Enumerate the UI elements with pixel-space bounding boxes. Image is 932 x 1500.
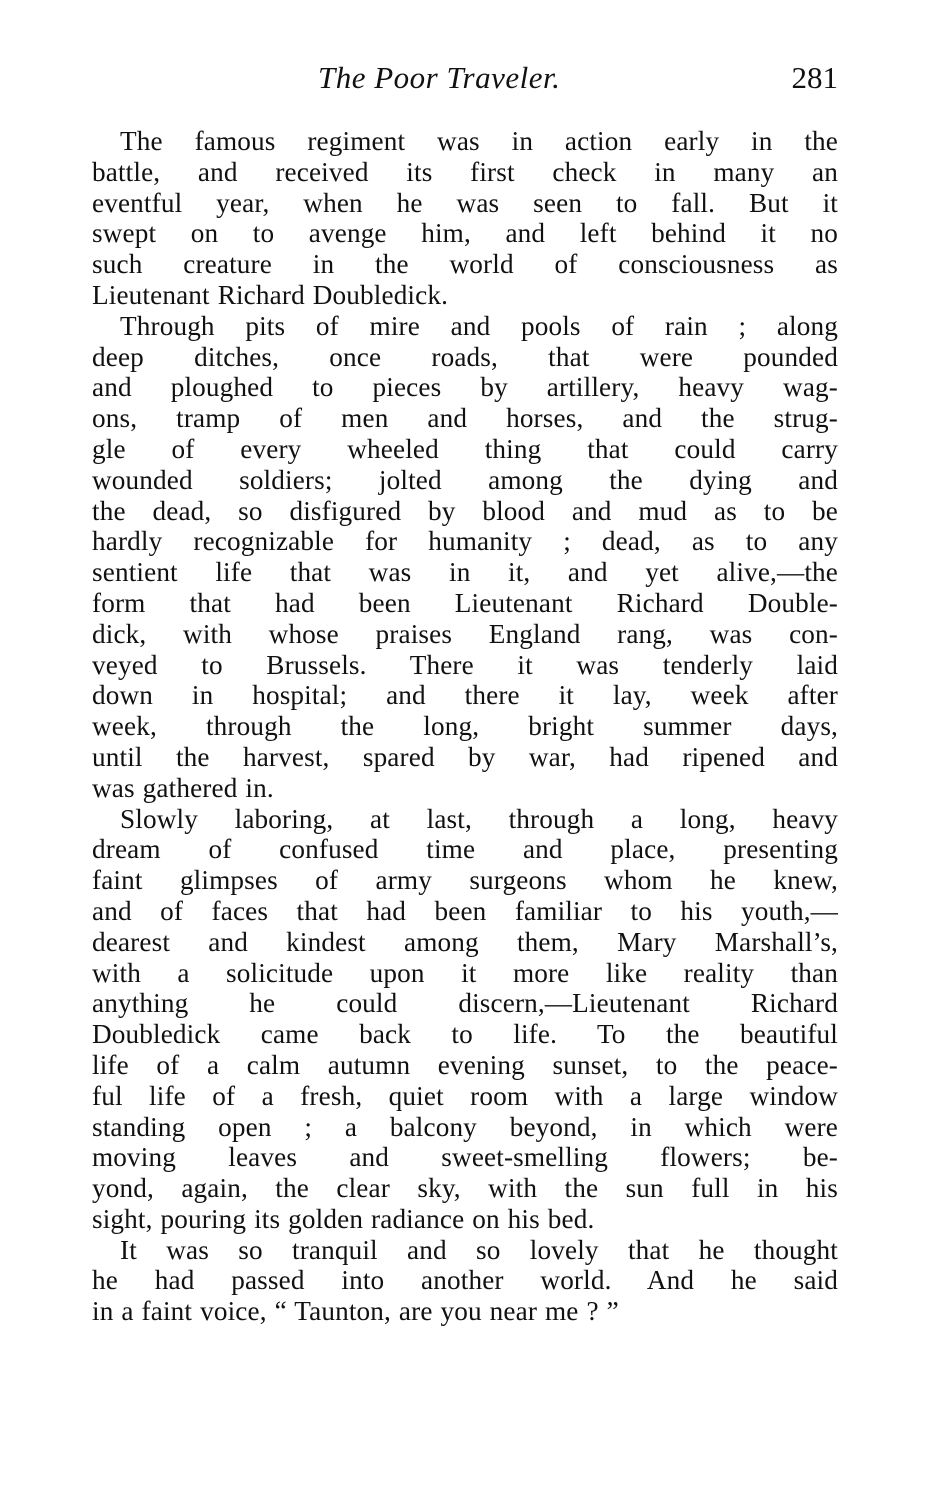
text-line: faint glimpses of army surgeons whom he knew, [92,865,838,896]
text-line: sentient life that was in it, and yet alive,—the [92,557,838,588]
text-line: until the harvest, spared by war, had ripened and [92,741,838,772]
text-line: with a solicitude upon it more like reality than [92,957,838,988]
text-line: dream of confused time and place, presenting [92,834,838,865]
text-line: dearest and kindest among them, Mary Marshall’s, [92,926,838,957]
text-line: form that had been Lieutenant Richard Double- [92,587,838,618]
text-line: such creature in the world of consciousness as [92,249,838,280]
text-line: Slowly laboring, at last, through a long, heavy [120,803,838,834]
text-line: eventful year, when he was seen to fall. But it [92,187,838,218]
text-line: deep ditches, once roads, that were pounded [92,341,838,372]
text-line: ful life of a fresh, quiet room with a large window [92,1080,838,1111]
book-page [92,58,838,1327]
text-line: week, through the long, bright summer days, [92,711,838,742]
text-line: Lieutenant Richard Doubledick. [92,279,449,310]
text-line: dick, with whose praises England rang, was con- [92,618,838,649]
text-line: yond, again, the clear sky, with the sun full in his [92,1173,838,1204]
paragraph-2 [92,311,838,804]
text-line: and ploughed to pieces by artillery, heavy wag- [92,372,838,403]
text-line: in a faint voice, “ Taunton, are you near me ? ” [92,1296,619,1327]
text-line: was gathered in. [92,772,274,803]
text-line: and of faces that had been familiar to his youth,— [92,895,838,926]
text-line: he had passed into another world. And he said [92,1265,838,1296]
paragraph-4 [92,1235,838,1327]
text-line: sight, pouring its golden radiance on his bed. [92,1203,595,1234]
text-line: Doubledick came back to life. To the beautiful [92,1019,838,1050]
text-line: moving leaves and sweet-smelling flowers; be- [92,1142,838,1173]
text-line: battle, and received its first check in many an [92,156,838,187]
text-line: wounded soldiers; jolted among the dying and [92,464,838,495]
text-line: Through pits of mire and pools of rain ; along [120,310,838,341]
body-text [92,126,838,1327]
text-line: It was so tranquil and so lovely that he thought [120,1234,838,1265]
text-line: veyed to Brussels. There it was tenderly laid [92,649,838,680]
text-line: ons, tramp of men and horses, and the strug- [92,403,838,434]
text-line: standing open ; a balcony beyond, in which were [92,1111,838,1142]
text-line: swept on to avenge him, and left behind it no [92,218,838,249]
text-line: life of a calm autumn evening sunset, to the peace- [92,1049,838,1080]
paragraph-3 [92,804,838,1235]
text-line: The famous regiment was in action early in the [120,126,838,156]
text-line: down in hospital; and there it lay, week after [92,680,838,711]
page-number: 281 [791,60,838,95]
text-line: hardly recognizable for humanity ; dead, as to any [92,526,838,557]
text-line: gle of every wheeled thing that could carry [92,433,838,464]
running-title: The Poor Traveler. [318,60,561,95]
text-line: the dead, so disfigured by blood and mud as to be [92,495,838,526]
paragraph-1 [92,126,838,311]
text-line: anything he could discern,—Lieutenant Richard [92,988,838,1019]
running-head [92,58,838,106]
